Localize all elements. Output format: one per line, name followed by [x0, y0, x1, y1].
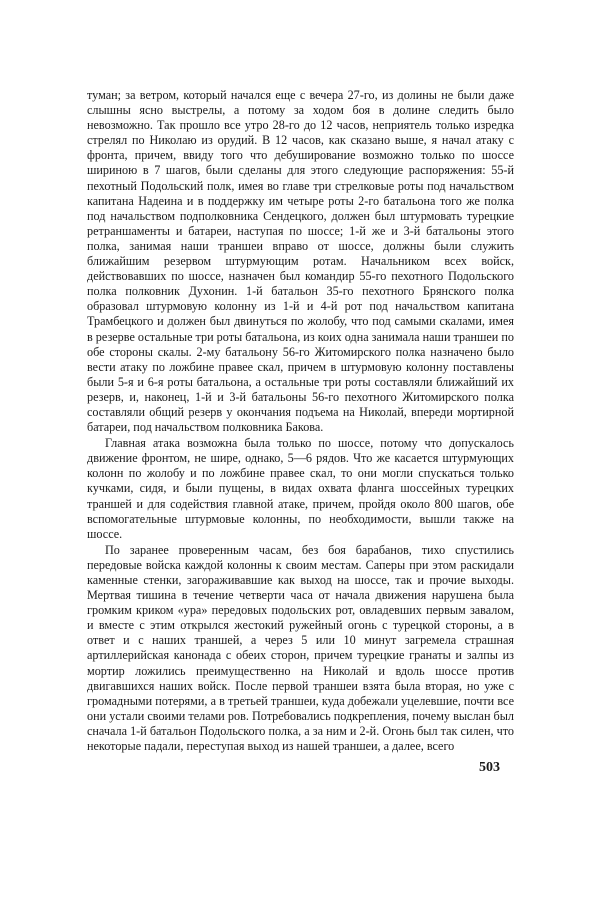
page-body [87, 88, 514, 754]
paragraph-2: Главная атака возможна была только по шоссе, потому что допускалось движение фронтом, не шире, однако, 5—6 рядов. Что же касается штурмующих колонн по жолобу и по ложбине правее скал, то они могли спускаться только кучками, сидя, и были пущены, в видах охвата фланга шоссейных турецких траншей и для содействия главной атаке, причем, пройдя около 800 шагов, обе вспомогательные штурмовые колонны, по необходимости, вышли также на шоссе. [87, 436, 514, 541]
paragraph-3: По заранее проверенным часам, без боя барабанов, тихо спустились передовые войска каждой колонны к своим местам. Саперы при этом раскидали каменные стенки, загораживавшие как выход на шоссе, так и прочие выходы. Мертвая тишина в течение четверти часа от начала движения нарушена была громким криком «ура» передовых подольских рот, овладевших первым завалом, и вместе с этим открылся жестокий ружейный огонь с турецкой стороны, а в ответ и с наших траншей, а через 5 или 10 минут загремела страшная артиллерийская канонада с обеих сторон, причем турецкие гранаты и залпы из мортир ложились преимущественно на Николай и вдоль шоссе против двигавшихся наших войск. После первой траншеи взята была вторая, но уже с громадными потерями, а в третьей траншеи, куда добежали уцелевшие, почти все они устали своими телами ров. Потребовались подкрепления, почему выслан был сначала 1-й батальон Подольского полка, а за ним и 2-й. Огонь был так силен, что некоторые падали, переступая выход из нашей траншеи, а далее, всего [87, 542, 514, 754]
paragraph-1: туман; за ветром, который начался еще с вечера 27-го, из долины не были даже слышны ясно выстрелы, а потому за ходом боя в долине следить было невозможно. Так прошло все утро 28-го до 12 часов, неприятель только изредка стрелял по Николаю из орудий. В 12 часов, как сказано выше, я начал атаку с фронта, причем, ввиду того что дебуширование возможно только по шоссе шириною в 7 шагов, были сделаны для этого следующие распоряжения: 55-й пехотный Подольский полк, имея во главе три стрелковые роты под начальством капитана Надеина и в поддержку им четыре роты 2-го батальона того же полка под начальством подполковника Сендецкого, должен был штурмовать турецкие ретраншаменты и батареи, наступая по шоссе; 1-й же и 3-й батальоны этого полка, занимая наши траншеи вправо от шоссе, должны были служить ближайшим резервом штурмующим ротам. Начальником всех войск, действовавших по шоссе, назначен был командир 55-го пехотного Подольского полка полковник Духонин. 1-й батальон 35-го пехотного Брянского полка образовал штурмовую колонну из 1-й и 4-й рот под начальством капитана Трамбецкого и должен был двинуться по жолобу, что под самыми скалами, имея в резерве остальные три роты батальона, из коих одна занимала наши траншеи по обе стороны скалы. 2-му батальону 56-го Житомирского полка назначено было вести атаку по ложбине правее скал, причем в штурмовую колонну поставлены были 5-я и 6-я роты батальона, а остальные три роты составляли ближайший их резерв, и, наконец, 1-й и 3-й батальоны 56-го пехотного Житомирского полка составляли общий резерв у окончания подъема на Николай, впереди мортирной батареи, под начальством полковника Бакова. [87, 88, 514, 435]
page-number: 503 [479, 760, 500, 775]
